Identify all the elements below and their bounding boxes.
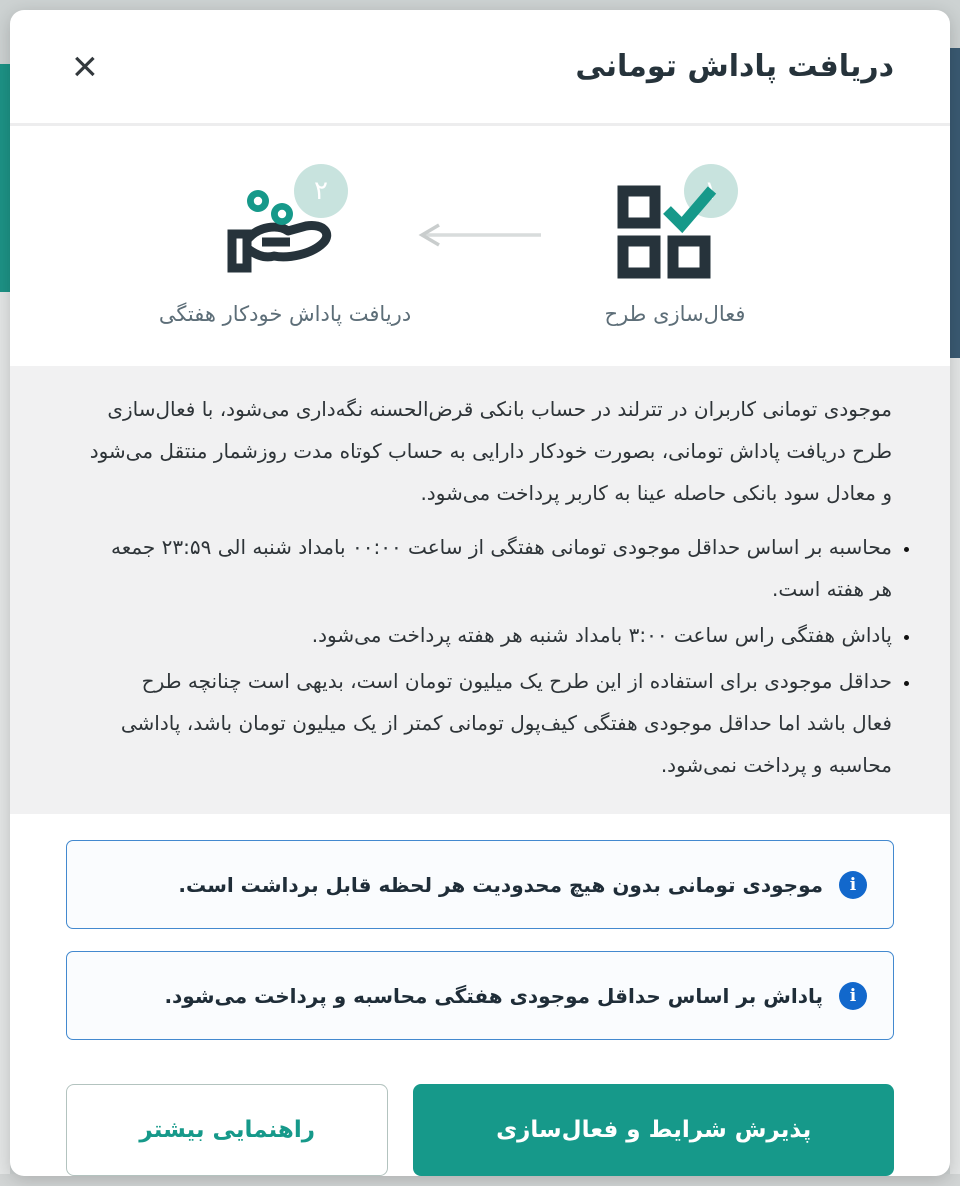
info-icon <box>839 871 867 899</box>
step1-icon-wrap <box>600 164 750 282</box>
stepper-arrow <box>410 164 550 248</box>
notice-withdrawal <box>66 840 894 929</box>
close-icon: × <box>72 41 98 91</box>
step-activate-plan <box>550 164 800 326</box>
notice-withdrawal-text: موجودی تومانی بدون هیچ محدودیت هر لحظه قابل برداشت است. <box>178 872 823 897</box>
arrow-left-icon <box>415 222 545 248</box>
info-icon <box>839 982 867 1010</box>
step2-icon-wrap <box>210 164 360 282</box>
bullet-calculation-window: • محاسبه بر اساس حداقل موجودی تومانی هفتگی از ساعت ۰۰:۰۰ بامداد شنبه الی ۲۳:۵۹ جمعه هر هفته است. <box>100 526 892 610</box>
reward-modal <box>10 10 950 1176</box>
actions <box>10 1062 950 1176</box>
description-paragraph: موجودی تومانی کاربران در تترلند در حساب بانکی قرض‌الحسنه نگه‌داری می‌شود، با فعال‌سازی طرح دریافت پاداش تومانی، بصورت خودکار دارایی به حساب کوتاه مدت روزشمار منتقل می‌شود و معادل سود بانکی حاصله عینا به کاربر پرداخت می‌شود. <box>89 397 892 505</box>
backdrop-right-dark-strip <box>950 48 960 358</box>
modal-title: دریافت پاداش تومانی <box>575 49 894 84</box>
accept-terms-activate-button[interactable]: پذیرش شرایط و فعال‌سازی <box>413 1084 894 1176</box>
hand-coins-icon <box>224 178 342 282</box>
notice-calculation <box>66 951 894 1040</box>
step1-number: ۱ <box>704 176 718 206</box>
close-button[interactable] <box>66 41 104 91</box>
bullet-minimum-balance: • حداقل موجودی برای استفاده از این طرح یک میلیون تومان است، بدیهی است چنانچه طرح فعال باشد اما حداقل موجودی هفتگی کیف‌پول تومانی کمتر از یک میلیون تومان باشد، پاداشی محاسبه و پرداخت نمی‌شود. <box>100 660 892 786</box>
modal-header <box>10 10 950 126</box>
stepper <box>10 126 950 366</box>
info-glyph: i <box>849 985 857 1006</box>
backdrop-right-lower <box>950 358 960 1186</box>
description-section <box>10 366 950 814</box>
bullet-payout-time: • پاداش هفتگی راس ساعت ۳:۰۰ بامداد شنبه هر هفته پرداخت می‌شود. <box>100 614 892 656</box>
step2-label: دریافت پاداش خودکار هفتگی <box>158 302 412 326</box>
description-bullet-list <box>74 526 892 786</box>
notices <box>10 814 950 1040</box>
step2-number: ۲ <box>314 176 328 206</box>
step1-label: فعال‌سازی طرح <box>604 302 746 326</box>
step-receive-reward <box>160 164 410 326</box>
info-glyph: i <box>849 874 857 895</box>
backdrop-left-teal-strip <box>0 64 10 292</box>
more-guidance-button[interactable]: راهنمایی بیشتر <box>66 1084 388 1176</box>
notice-calculation-text: پاداش بر اساس حداقل موجودی هفتگی محاسبه و پرداخت می‌شود. <box>164 983 823 1008</box>
plan-grid-check-icon <box>614 182 718 282</box>
backdrop-left-lower <box>0 292 10 1186</box>
